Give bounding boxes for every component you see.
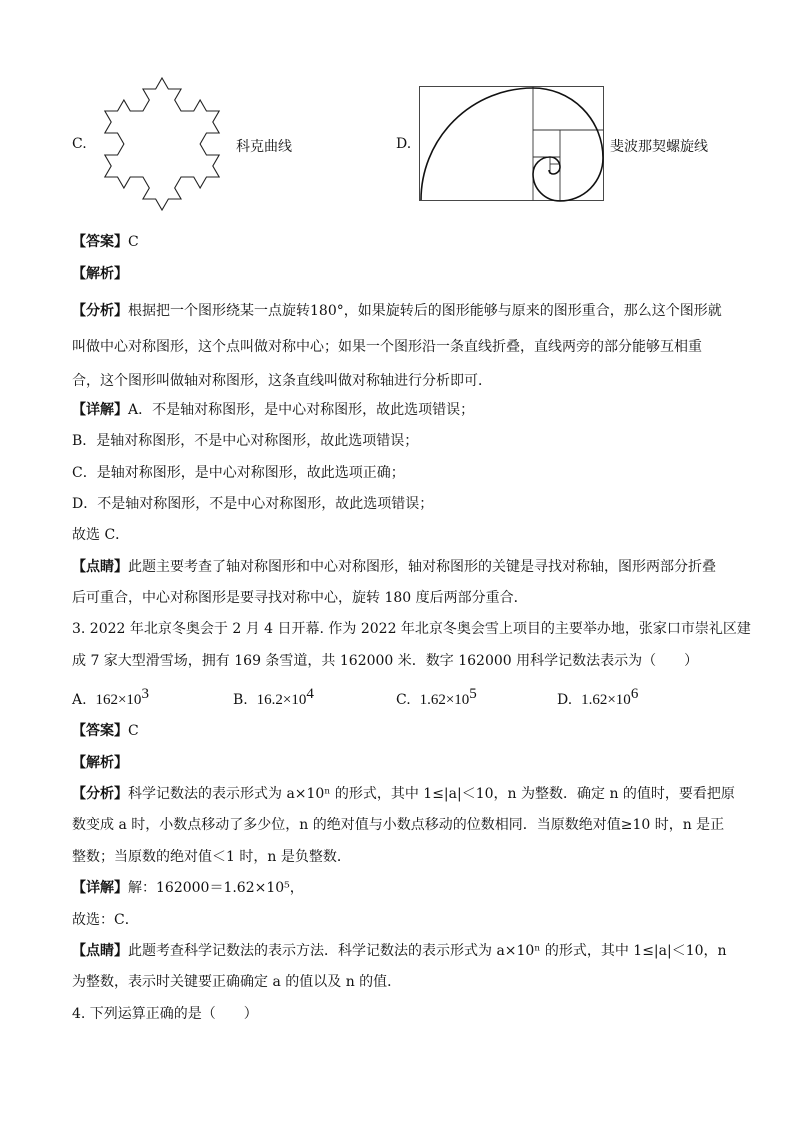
q3-stem-line-2: 成 7 家大型滑雪场，拥有 169 条雪道，共 162000 米．数字 162000 用科学记数法表示为（ ）: [72, 653, 699, 669]
q3-fenxi-line-2: 数变成 a 时，小数点移动了多少位，n 的绝对值与小数点移动的位数相同．当原数绝对值≥10 时，n 是正: [72, 817, 725, 833]
q3-comment-line-2: 为整数，表示时关键要正确确定 a 的值以及 n 的值．: [72, 974, 402, 990]
option-d-caption: 斐波那契螺旋线: [610, 139, 708, 155]
q2-analysis-heading: 【解析】: [72, 266, 128, 282]
q2-fenxi-line-1: 【分析】根据把一个图形绕某一点旋转180°，如果旋转后的图形能够与原来的图形重合，那么这个图形就: [72, 303, 722, 319]
q3-fenxi-line-1: 【分析】科学记数法的表示形式为 a×10ⁿ 的形式，其中 1≤|a|＜10，n 为整数．确定 n 的值时，要看把原: [72, 786, 735, 802]
koch-snowflake-figure: [92, 68, 232, 218]
q2-fenxi-line-2: 叫做中心对称图形，这个点叫做对称中心；如果一个图形沿一条直线折叠，直线两旁的部分能够互相重: [72, 339, 702, 355]
option-c-caption: 科克曲线: [236, 139, 292, 155]
option-c-letter: C.: [72, 136, 87, 152]
q3-option-c: C. $1.62\times 10^5$: [396, 686, 477, 708]
q2-choose: 故选 C．: [72, 527, 130, 543]
q3-stem-line-1: 3. 2022 年北京冬奥会于 2 月 4 日开幕. 作为 2022 年北京冬奥会雪上项目的主要举办地，张家口市崇礼区建: [72, 621, 751, 637]
fibonacci-spiral-figure: [419, 86, 605, 202]
q3-detail: 【详解】解：162000＝1.62×10⁵，: [72, 880, 304, 896]
q3-choose: 故选：C．: [72, 912, 139, 928]
q2-comment-line-1: 【点睛】此题主要考查了轴对称图形和中心对称图形，轴对称图形的关键是寻找对称轴，图形两部分折叠: [72, 559, 716, 575]
q2-detail-d: D．不是轴对称图形，不是中心对称图形，故此选项错误；: [72, 496, 434, 512]
q2-fenxi-line-3: 合，这个图形叫做轴对称图形，这条直线叫做对称轴进行分析即可．: [72, 373, 492, 389]
q2-detail-a: 【详解】A．不是轴对称图形，是中心对称图形，故此选项错误；: [72, 402, 475, 418]
option-d-letter: D.: [396, 136, 412, 152]
q3-answer: 【答案】C: [72, 723, 139, 739]
q4-stem: 4. 下列运算正确的是（ ）: [72, 1006, 258, 1022]
q3-comment-line-1: 【点睛】此题考查科学记数法的表示方法．科学记数法的表示形式为 a×10ⁿ 的形式，其中 1≤|a|＜10，n: [72, 943, 727, 959]
q3-analysis-heading: 【解析】: [72, 755, 128, 771]
q3-option-d: D. $1.62\times 10^6$: [557, 686, 639, 708]
q3-option-a: A. $162\times 10^3$: [72, 686, 149, 708]
q2-detail-b: B．是轴对称图形，不是中心对称图形，故此选项错误；: [72, 433, 419, 449]
q2-answer: 【答案】C: [72, 234, 139, 250]
q2-comment-line-2: 后可重合，中心对称图形是要寻找对称中心，旋转 180 度后两部分重合．: [72, 590, 528, 606]
q3-option-b: B. $16.2\times 10^4$: [233, 686, 314, 708]
q3-fenxi-line-3: 整数；当原数的绝对值＜1 时，n 是负整数．: [72, 849, 351, 865]
q2-detail-c: C．是轴对称图形，是中心对称图形，故此选项正确；: [72, 465, 405, 481]
